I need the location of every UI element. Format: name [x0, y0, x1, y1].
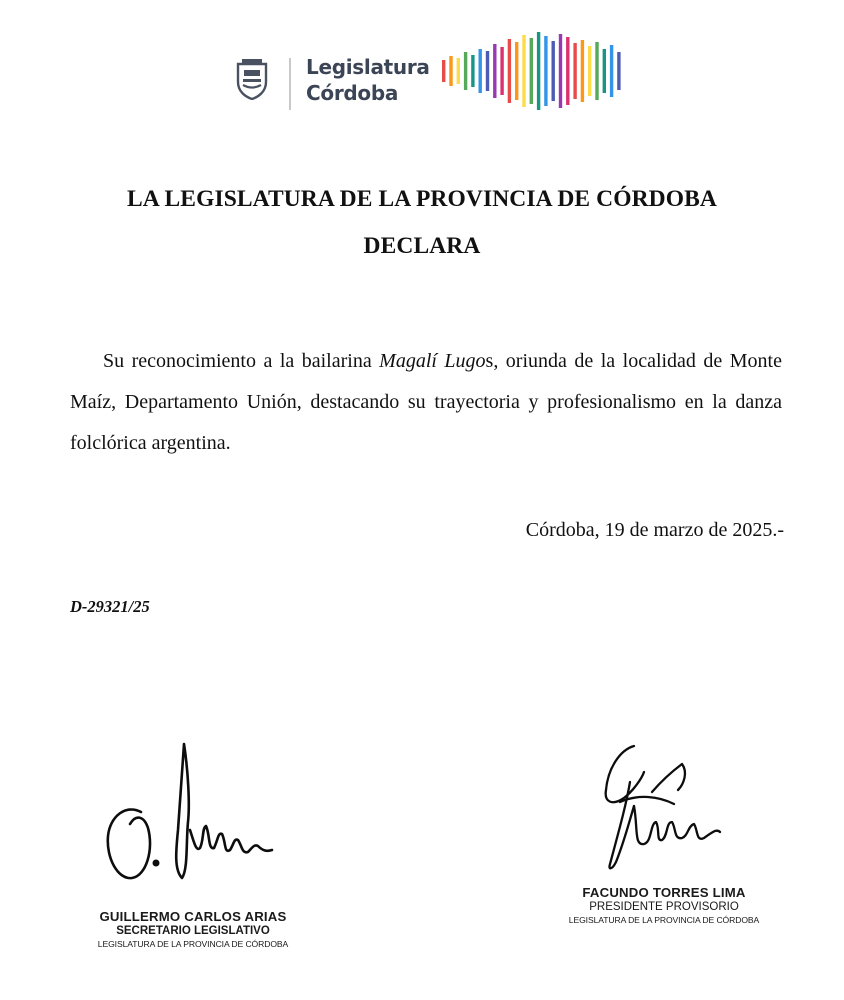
signatory-organization: LEGISLATURA DE LA PROVINCIA DE CÓRDOBA: [568, 915, 760, 925]
logo-bar: [479, 49, 482, 93]
honoree-name: Magalí Lugo: [379, 350, 486, 372]
coat-of-arms-icon: [232, 56, 272, 100]
document-date: Córdoba, 19 de marzo de 2025.-: [525, 519, 784, 541]
document-verb: DECLARA: [363, 233, 481, 259]
logo-wordmark: [306, 54, 430, 106]
logo-bar: [537, 32, 540, 110]
logo-bar: [573, 43, 576, 99]
declaration-body: [70, 341, 782, 464]
logo-bar: [449, 56, 452, 86]
signature-block-left: [83, 909, 303, 949]
logo-bar: [493, 44, 496, 98]
logo-bar: [552, 41, 555, 101]
body-rest: s, oriunda de la localidad de Monte Maíz, Departamento Unión, destacando su trayectoria y profesionalismo en la danza folclórica argentina.: [70, 350, 782, 454]
logo-bar: [530, 38, 533, 104]
logo-bar: [442, 60, 445, 82]
logo-bar: [610, 45, 613, 97]
logo-bar: [471, 55, 474, 87]
document-title: LA LEGISLATURA DE LA PROVINCIA DE CÓRDOBA: [127, 186, 717, 212]
logo-line-2: Córdoba: [306, 81, 399, 105]
logo-bar: [544, 36, 547, 106]
logo-bar: [464, 52, 467, 90]
logo-divider: [289, 58, 291, 110]
logo-bar: [595, 42, 598, 100]
signatory-role: SECRETARIO LEGISLATIVO: [116, 925, 270, 937]
logo-bar: [566, 37, 569, 105]
logo-bar: [515, 42, 518, 100]
signature-right: [590, 742, 730, 882]
signatory-organization: LEGISLATURA DE LA PROVINCIA DE CÓRDOBA: [97, 939, 289, 949]
logo-bar: [508, 39, 511, 103]
document-reference: D-29321/25: [70, 597, 150, 616]
logo-bar: [588, 46, 591, 96]
logo-bar: [581, 40, 584, 102]
signature-left: [96, 730, 296, 900]
logo-bar: [559, 34, 562, 108]
logo-bar: [617, 52, 620, 90]
logo-line-1: Legislatura: [306, 55, 430, 79]
logo-bar: [522, 35, 525, 107]
legislatura-logo: [228, 30, 648, 114]
logo-bar: [486, 51, 489, 91]
logo-bars-icon: [440, 30, 630, 112]
body-intro: Su reconocimiento a la bailarina: [103, 350, 380, 372]
logo-bar: [500, 47, 503, 95]
logo-bar: [457, 58, 460, 84]
signatory-role: PRESIDENTE PROVISORIO: [589, 901, 739, 913]
signatory-name: GUILLERMO CARLOS ARIAS: [99, 909, 287, 924]
logo-bar: [603, 49, 606, 93]
signatory-name: FACUNDO TORRES LIMA: [582, 885, 746, 900]
signature-block-right: [556, 885, 772, 925]
